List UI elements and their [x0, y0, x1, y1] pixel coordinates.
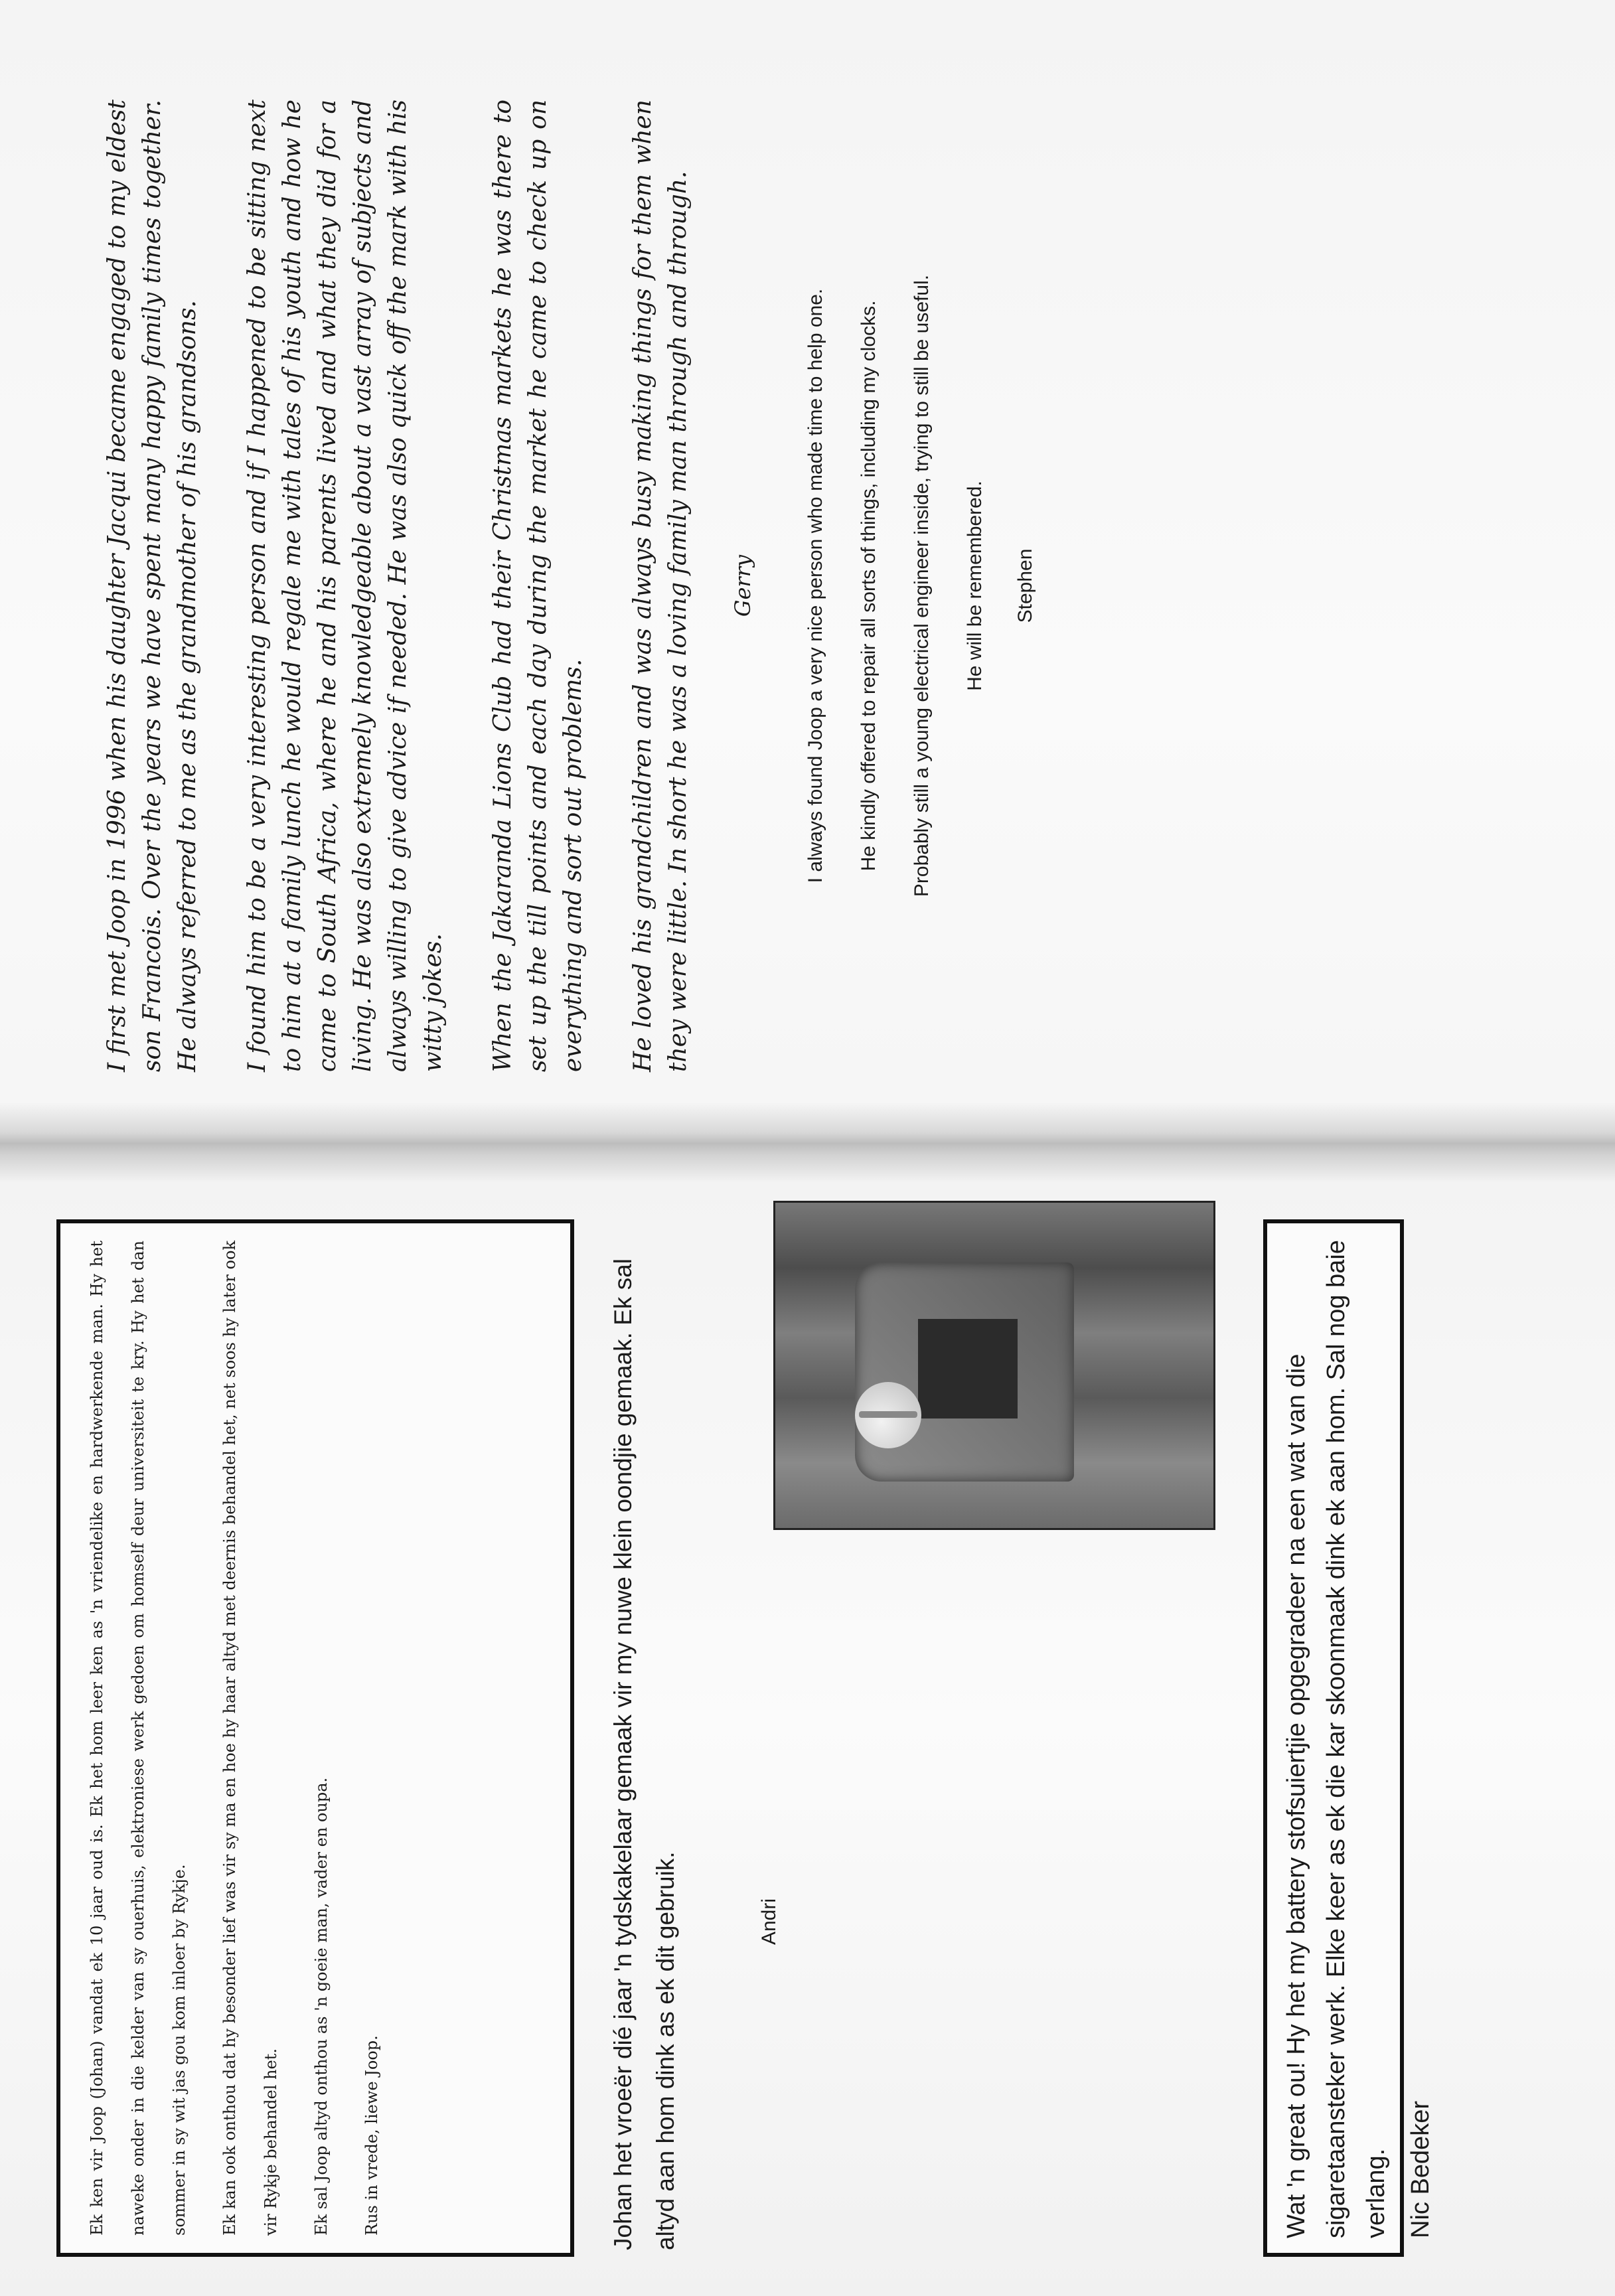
- andri-signature: Andri: [758, 1898, 780, 1946]
- english-tribute-page: [100, 100, 1036, 1072]
- tribute-paragraph-4: He loved his grandchildren and was always busy making things for them when they were little. In short he was a loving family man through and through.: [629, 100, 692, 1072]
- tribute-signature: Gerry: [730, 554, 755, 617]
- timer-knob-image: [855, 1382, 921, 1448]
- tribute-paragraph-3: When the Jakaranda Lions Club had their Christmas markets he was there to set up the till points and each day during the market he came to check up on everything and sort out problems.: [489, 100, 587, 1072]
- nic-tribute-box: [1263, 1219, 1434, 2257]
- timer-switch-photo: [773, 1201, 1215, 1530]
- andri-text: Johan het vroeër dié jaar 'n tydskakelaar gemaak vir my nuwe klein oondjie gemaak. Ek sal altyd aan hom dink as ek dit gebruik.: [609, 1258, 679, 2250]
- afrikaans-paragraph-4: Rus in vrede, liewe Joop.: [362, 2035, 381, 2236]
- poem-line-2: He kindly offered to repair all sorts of things, including my clocks.: [858, 300, 880, 872]
- timer-window-image: [918, 1319, 1018, 1418]
- tribute-paragraph-2: I found him to be a very interesting person and if I happened to be sitting next to him at a family lunch he would regale me with tales of his youth and how he came to South Africa, where he and his parents lived and what they did for a living. He was also extremely knowledgeable about a vast array of subjects and always willing to give advice if needed. He was also quick off the mark with his witty jokes.: [244, 100, 447, 1072]
- poem-line-3: Probably still a young electrical engineer inside, trying to still be useful.: [911, 274, 933, 897]
- timer-plate-image: [855, 1263, 1074, 1482]
- andri-tribute: [602, 1221, 780, 2257]
- afrikaans-paragraph-3: Ek sal Joop altyd onthou as 'n goeie man, vader en oupa.: [312, 1777, 331, 2236]
- afrikaans-paragraph-2: Ek kan ook onthou dat hy besonder lief was vir sy ma en hoe hy haar altyd met deernis behandel het, net soos hy later ook vir Rykje behandel het.: [220, 1241, 280, 2236]
- afrikaans-paragraph-1: Ek ken vir Joop (Johan) vandat ek 10 jaar oud is. Ek het hom leer ken as 'n vriendelike en hardwerkende man. Hy het naweke onder in die kelder van sy ouerhuis, elektroniese werk gedoen om homself deur universiteit te kry. Hy het dan sommer in sy wit jas gou kom inloer by Rykje.: [88, 1241, 189, 2236]
- afrikaans-tribute-page: [56, 1208, 1434, 2257]
- afrikaans-tribute-box: [56, 1219, 574, 2257]
- nic-signature: Nic Bedeker: [1407, 2101, 1434, 2238]
- poem-signature: Stephen: [1014, 548, 1036, 623]
- poem-line-4: He will be remembered.: [964, 481, 986, 691]
- tribute-paragraph-1: I first met Joop in 1996 when his daughter Jacqui became engaged to my eldest son Francois. Over the years we have spent many happy family times together. He always referred to me as the grandmother of his grandsons.: [104, 100, 201, 1072]
- poem-line-1: I always found Joop a very nice person who made time to help one.: [805, 288, 826, 883]
- nic-text: Wat 'n great ou! Hy het my battery stofsuiertjie opgegradeer na een wat van die sigaretaansteker werk. Elke keer as ek die kar skoonmaak dink ek aan hom. Sal nog baie verlang.: [1282, 1240, 1390, 2238]
